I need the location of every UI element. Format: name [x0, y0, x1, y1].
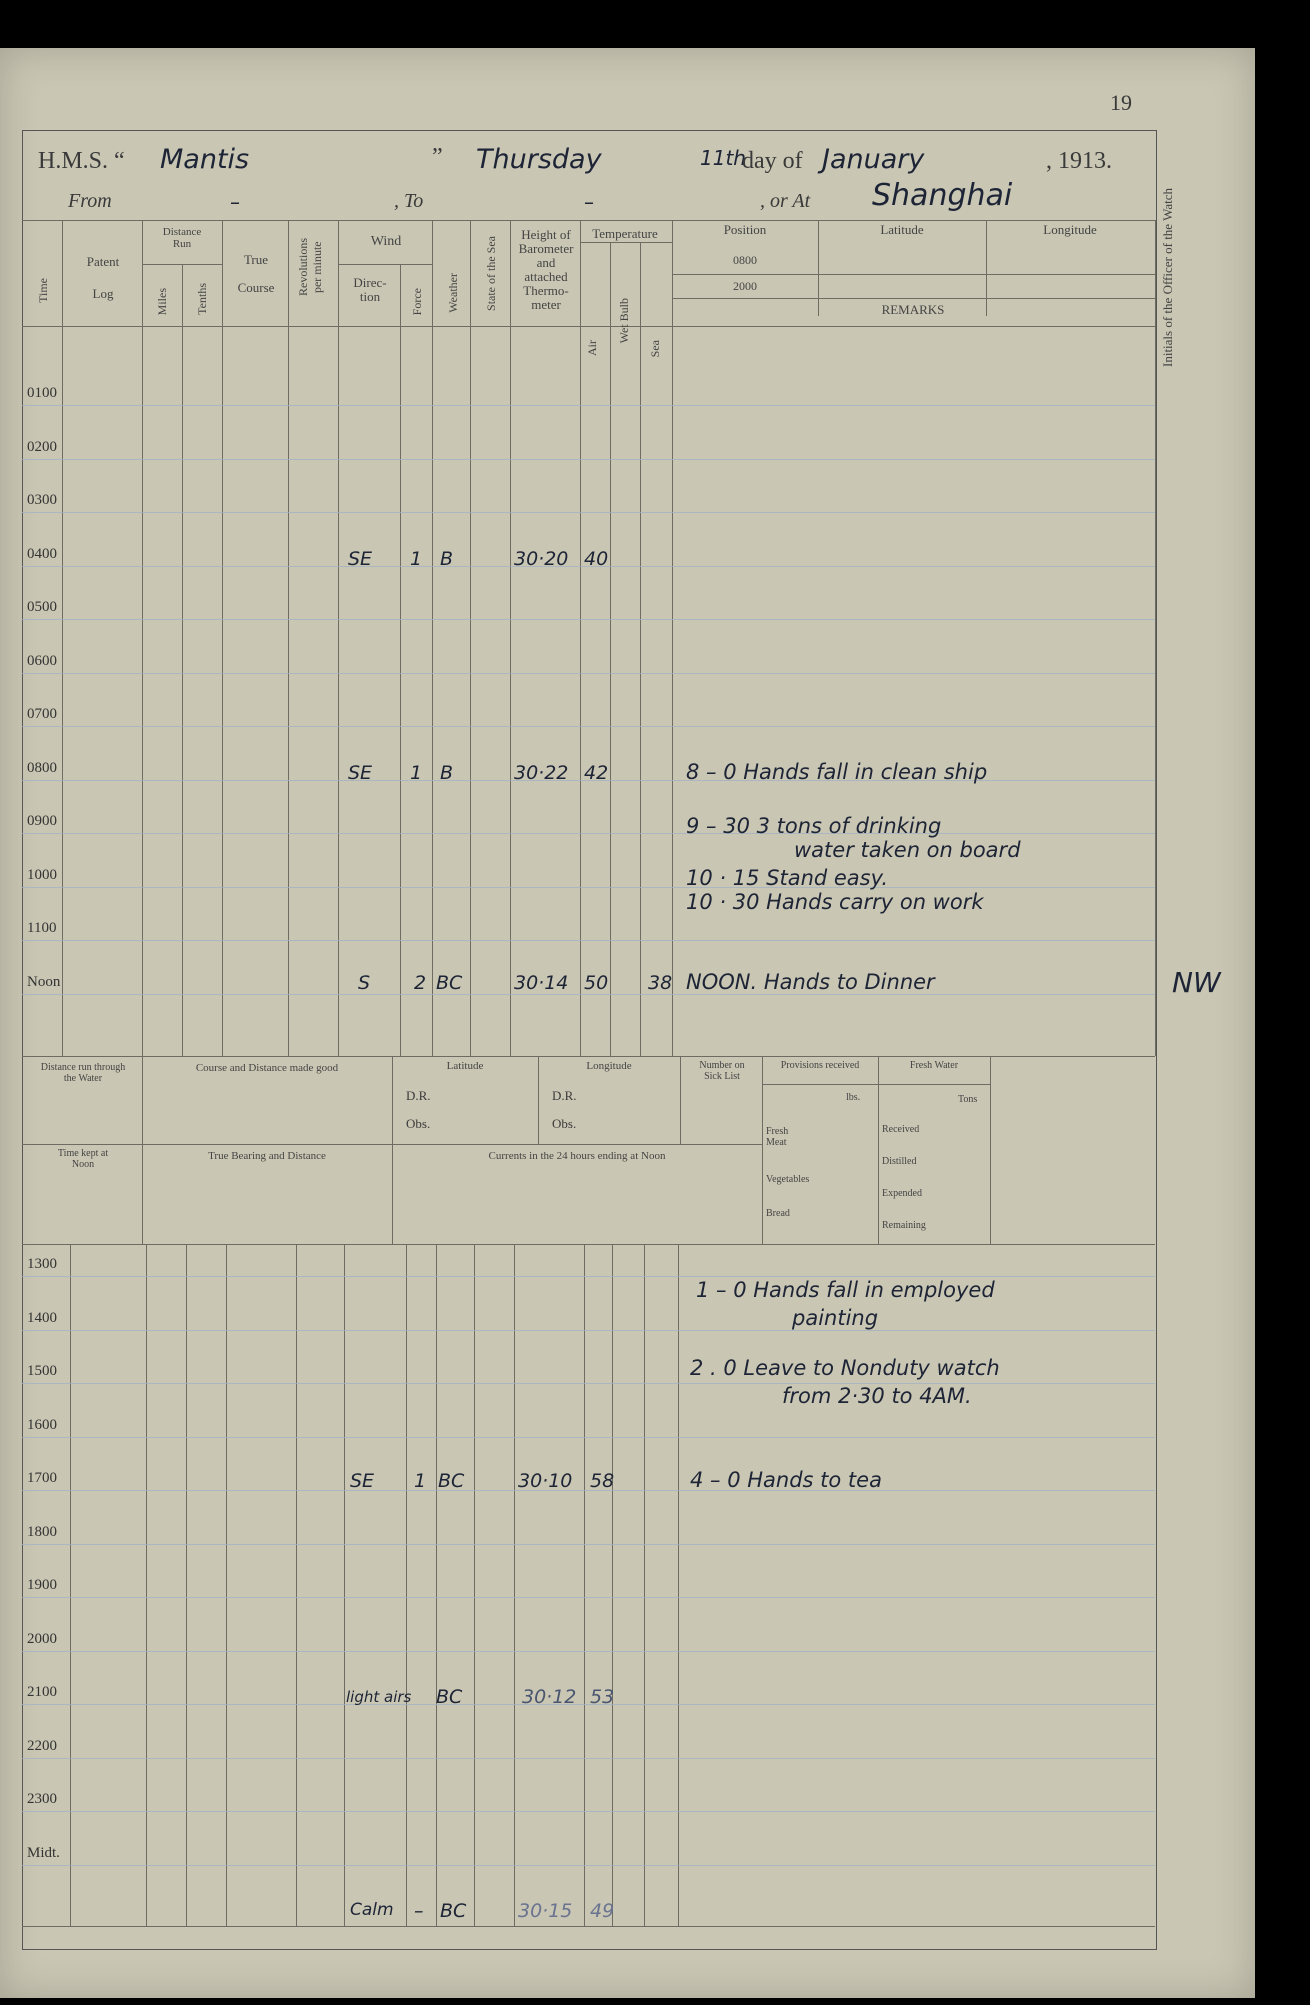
ruled-line	[22, 1597, 1155, 1598]
ruled-line	[22, 512, 1155, 513]
to-label: , To	[394, 190, 424, 212]
time-label-am: 0500	[27, 599, 57, 615]
col-remarks: REMARKS	[881, 302, 945, 317]
month: January	[822, 144, 925, 175]
pm-v4	[226, 1244, 227, 1926]
col-pos-0800: 0800	[733, 253, 757, 267]
from-label: From	[68, 190, 112, 212]
nb-provisions: Provisions received	[780, 1060, 860, 1071]
position-sub-line-2	[672, 298, 1155, 299]
header-bottom-line	[22, 326, 1155, 327]
nb-long-obs: Obs.	[552, 1116, 577, 1131]
obs-1600-air: 58	[590, 1470, 615, 1492]
time-label-am: 0600	[27, 652, 57, 669]
ruled-line	[22, 1704, 1155, 1705]
ruled-line	[22, 1651, 1155, 1652]
col-position: Position	[723, 222, 767, 237]
pm-v13	[644, 1244, 645, 1926]
v-tenths	[222, 220, 223, 1056]
ruled-line	[22, 459, 1155, 460]
col-direction: Direc- tion	[353, 275, 387, 304]
pm-v6	[344, 1244, 345, 1926]
obs-midt-direction: Calm	[350, 1900, 394, 1920]
nb-lat-obs: Obs.	[406, 1116, 431, 1131]
time-label-am: 1000	[27, 866, 57, 883]
col-wind: Wind	[370, 234, 402, 249]
col-temperature: Temperature	[592, 226, 658, 241]
col-distance-run: Distance Run	[162, 226, 202, 250]
time-label-am: 0800	[27, 759, 57, 776]
remark-1030: 10 · 30 Hands carry on work	[686, 890, 984, 914]
time-label-pm: 2300	[27, 1791, 57, 1807]
v-temp-sea	[672, 220, 673, 1056]
col-tenths: Tenths	[195, 283, 209, 315]
obs-1600-weather: BC	[438, 1470, 465, 1492]
nb-fresh-water: Fresh Water	[909, 1060, 959, 1071]
remark-1600: 4 – 0 Hands to tea	[690, 1468, 882, 1492]
obs-noon-baro: 30·14	[514, 972, 569, 994]
pm-bottom-line	[22, 1926, 1155, 1927]
temp-sub-line	[580, 242, 672, 243]
ruled-line	[22, 833, 1155, 834]
time-label-pm: 2000	[27, 1630, 57, 1647]
v-time	[62, 220, 63, 1056]
nb-distance-run: Distance run through the Water	[40, 1062, 126, 1084]
nb-bread: Bread	[766, 1208, 790, 1219]
obs-0800-air: 42	[584, 762, 609, 784]
obs-1600-force: 1	[414, 1470, 427, 1492]
noon-block-top	[22, 1056, 1155, 1057]
year: , 1913.	[1046, 148, 1112, 174]
obs-midt-weather: BC	[440, 1900, 467, 1922]
nb-tons: Tons	[958, 1094, 978, 1105]
v-miles	[182, 264, 183, 1056]
at-value: Shanghai	[872, 178, 1013, 213]
v-right	[1155, 220, 1156, 1056]
time-label-pm: 1500	[27, 1363, 57, 1379]
page-frame	[22, 130, 1157, 1950]
obs-noon-air: 50	[584, 972, 609, 994]
nb-vegetables: Vegetables	[766, 1174, 810, 1185]
remark-1300: 1 – 0 Hands fall in employed	[696, 1278, 995, 1302]
time-label-pm: 1300	[27, 1256, 57, 1272]
log-page	[0, 48, 1255, 1998]
day-of-label: day of	[742, 148, 803, 174]
col-true-course: True Course	[237, 252, 275, 295]
col-miles: Miles	[155, 288, 169, 316]
nb-latitude: Latitude	[446, 1060, 484, 1072]
nb-received: Received	[882, 1124, 920, 1135]
or-at-label: , or At	[760, 190, 811, 212]
from-value: –	[230, 190, 240, 214]
pm-v14	[678, 1244, 679, 1926]
col-patent-log: Patent Log	[86, 254, 120, 301]
col-barometer: Height of Barometer and attached Thermo- meter	[518, 227, 574, 312]
time-label-am: 0200	[27, 438, 57, 455]
obs-0400-force: 1	[410, 548, 423, 570]
weekday: Thursday	[476, 144, 602, 175]
pm-v3	[186, 1244, 187, 1926]
time-label-am: 0700	[27, 706, 57, 722]
remark-1300-cont: painting	[792, 1306, 879, 1330]
nb-true-bearing: True Bearing and Distance	[208, 1150, 326, 1162]
v-dir	[400, 264, 401, 1056]
time-label-pm: 2200	[27, 1737, 57, 1754]
obs-0800-baro: 30·22	[514, 762, 569, 784]
obs-noon-direction: S	[358, 972, 371, 994]
initials-mark: NW	[1172, 966, 1221, 999]
pm-v10	[514, 1244, 515, 1926]
obs-2000-air: 53	[590, 1686, 615, 1708]
nb-remaining: Remaining	[882, 1220, 926, 1231]
nb-lat-dr: D.R.	[406, 1088, 431, 1103]
ruled-line	[22, 1865, 1155, 1866]
ship-suffix: ”	[432, 144, 443, 170]
pm-v11	[584, 1244, 585, 1926]
nb-time-kept: Time kept at Noon	[57, 1148, 109, 1170]
pm-v1	[70, 1244, 71, 1926]
ruled-line	[22, 940, 1155, 941]
ruled-line	[22, 887, 1155, 888]
remark-1400: 2 . 0 Leave to Nonduty watch	[690, 1356, 1000, 1380]
time-label-pm: 1800	[27, 1523, 57, 1540]
v-sea-state	[510, 220, 511, 1056]
ship-prefix: H.M.S. “	[38, 148, 125, 174]
time-label-am: 0900	[27, 813, 57, 829]
remark-1015: 10 · 15 Stand easy.	[686, 866, 889, 890]
nb-expended: Expended	[882, 1188, 922, 1199]
pm-v12	[612, 1244, 613, 1926]
col-wet-bulb: Wet Bulb	[617, 298, 631, 344]
obs-2000-weather: BC	[436, 1686, 463, 1708]
obs-1600-direction: SE	[350, 1470, 375, 1492]
v-air	[610, 242, 611, 1056]
remark-1400-cont: from 2·30 to 4AM.	[782, 1384, 972, 1408]
nb-currents: Currents in the 24 hours ending at Noon	[488, 1150, 666, 1162]
col-longitude: Longitude	[1043, 222, 1097, 237]
wind-sub-line	[338, 264, 432, 265]
obs-0800-force: 1	[410, 762, 423, 784]
time-label-pm: 1600	[27, 1416, 57, 1433]
position-sub-line	[672, 274, 1155, 275]
ruled-line	[22, 619, 1155, 620]
v-weather	[470, 220, 471, 1056]
nb-v7	[990, 1056, 991, 1244]
time-label-am: 0400	[27, 545, 57, 562]
nb-distilled: Distilled	[882, 1156, 917, 1167]
ruled-line	[22, 1811, 1155, 1812]
obs-1600-baro: 30·10	[518, 1470, 573, 1492]
nb-v4	[680, 1056, 681, 1144]
ruled-line	[22, 1276, 1155, 1277]
nb-fresh-meat: Fresh Meat	[766, 1126, 789, 1148]
obs-0400-baro: 30·20	[514, 548, 569, 570]
ruled-line	[22, 1330, 1155, 1331]
time-label-pm: Midt.	[27, 1844, 60, 1861]
col-pos-2000: 2000	[733, 279, 757, 293]
nb-lbs: lbs.	[846, 1092, 861, 1103]
obs-midt-baro: 30·15	[518, 1900, 573, 1922]
remark-0930: 9 – 30 3 tons of drinking	[686, 814, 942, 838]
col-state-of-sea: State of the Sea	[484, 236, 498, 311]
time-label-pm: 1900	[27, 1577, 57, 1593]
time-label-pm: 1700	[27, 1470, 57, 1486]
time-label-am: 0100	[27, 385, 57, 401]
obs-0800-direction: SE	[348, 762, 373, 784]
ruled-line	[22, 1383, 1155, 1384]
v-log	[142, 220, 143, 1056]
col-revolutions: Revolutions per minute	[296, 238, 324, 297]
nb-long-dr: D.R.	[552, 1088, 577, 1103]
nb-v1	[142, 1056, 143, 1244]
page-number: 19	[1110, 90, 1132, 115]
ruled-line	[22, 1544, 1155, 1545]
obs-noon-sea: 38	[648, 972, 673, 994]
v-position	[818, 220, 819, 316]
nb-sick-list: Number on Sick List	[699, 1060, 745, 1082]
nb-course-distance: Course and Distance made good	[195, 1062, 339, 1074]
col-sea: Sea	[648, 340, 662, 358]
noon-block-bottom	[22, 1244, 1155, 1245]
v-baro	[580, 220, 581, 1056]
col-weather: Weather	[446, 273, 460, 313]
dist-sub-line	[142, 264, 222, 265]
ruled-line	[22, 405, 1155, 406]
obs-noon-force: 2	[414, 972, 427, 994]
pm-v8	[436, 1244, 437, 1926]
obs-2000-direction: light airs	[346, 1688, 412, 1706]
time-label-am: 1100	[27, 920, 57, 936]
pm-v7	[406, 1244, 407, 1926]
day-number: 11th	[700, 146, 746, 170]
obs-0800-weather: B	[440, 762, 454, 784]
remark-noon: NOON. Hands to Dinner	[686, 970, 935, 994]
ruled-line	[22, 726, 1155, 727]
time-label-pm: 1400	[27, 1309, 57, 1326]
v-wet	[640, 242, 641, 1056]
col-air: Air	[585, 340, 599, 356]
ruled-line	[22, 1758, 1155, 1759]
obs-midt-force: –	[414, 1900, 424, 1922]
ruled-line	[22, 673, 1155, 674]
v-rev	[338, 220, 339, 1056]
initials-header: Initials of the Officer of the Watch	[1160, 188, 1175, 368]
ruled-line	[22, 1437, 1155, 1438]
pm-v5	[296, 1244, 297, 1926]
col-time: Time	[36, 278, 50, 303]
time-label-pm: 2100	[27, 1684, 57, 1700]
ruled-line	[22, 1490, 1155, 1491]
v-force	[432, 220, 433, 1056]
nb-longitude: Longitude	[586, 1060, 632, 1072]
time-label-am: Noon	[27, 973, 61, 990]
to-value: –	[584, 190, 594, 214]
obs-0400-direction: SE	[348, 548, 373, 570]
time-label-am: 0300	[27, 492, 57, 508]
col-latitude: Latitude	[880, 222, 924, 237]
pm-v2	[146, 1244, 147, 1926]
obs-midt-air: 49	[590, 1900, 615, 1922]
remark-0800: 8 – 0 Hands fall in clean ship	[686, 760, 988, 784]
v-lat	[986, 220, 987, 316]
obs-0400-weather: B	[440, 548, 454, 570]
remark-0930-cont: water taken on board	[794, 838, 1021, 862]
col-force: Force	[410, 288, 424, 316]
obs-2000-baro: 30·12	[522, 1686, 577, 1708]
v-course	[288, 220, 289, 1056]
nb-prov-line	[762, 1084, 990, 1085]
pm-v9	[474, 1244, 475, 1926]
ship-name: Mantis	[160, 144, 250, 175]
obs-noon-weather: BC	[436, 972, 463, 994]
obs-0400-air: 40	[584, 548, 609, 570]
